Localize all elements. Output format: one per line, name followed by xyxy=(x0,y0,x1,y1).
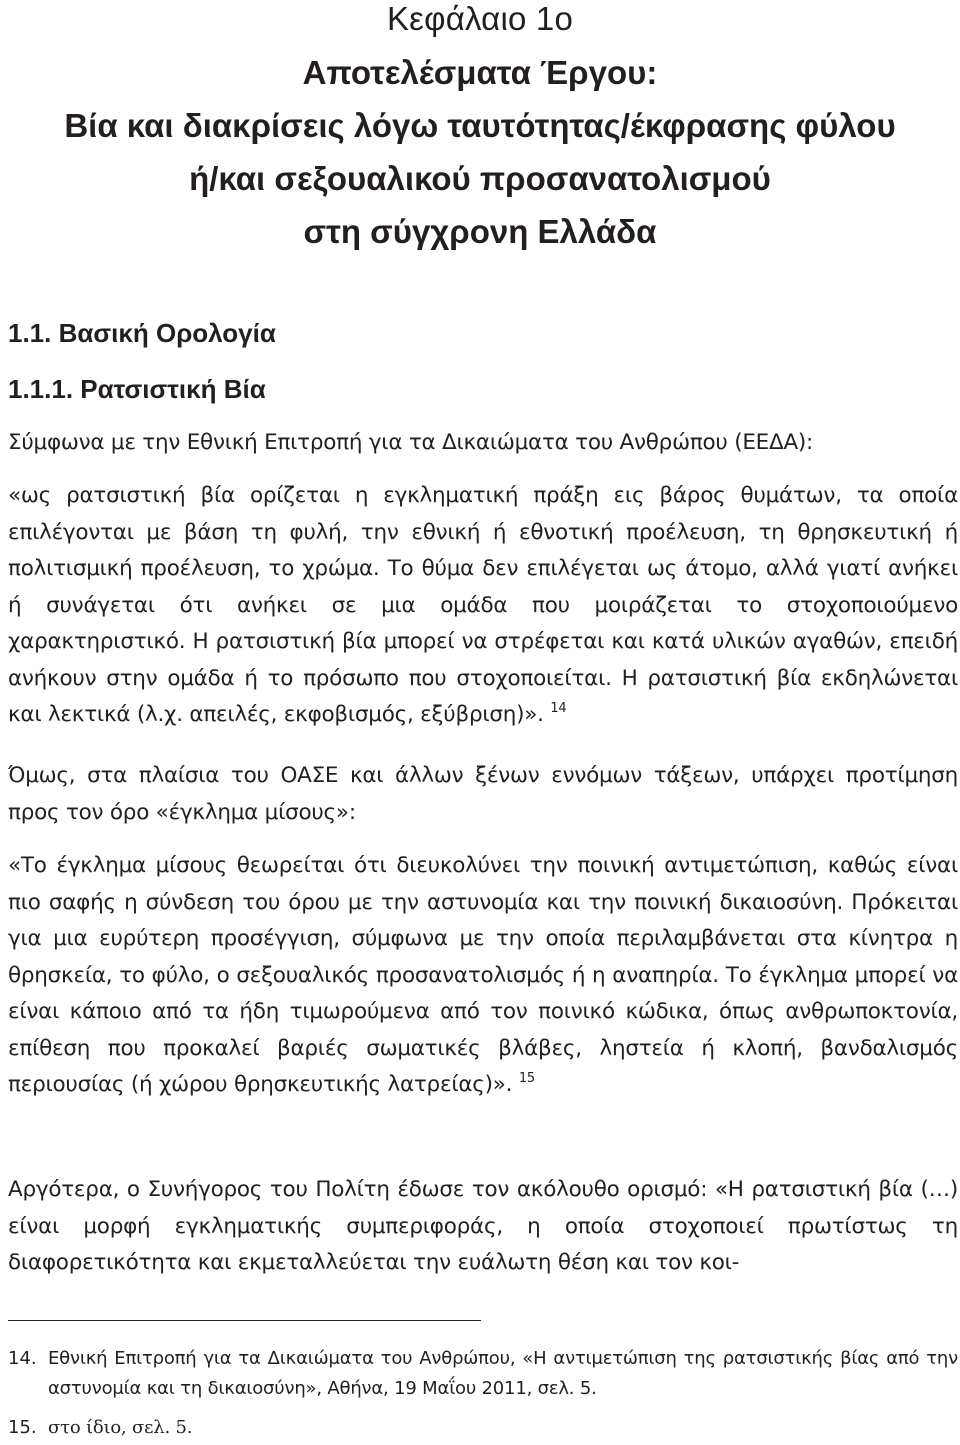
chapter-label: Κεφάλαιο 1ο xyxy=(386,0,574,37)
footnotes xyxy=(8,1344,958,1443)
chapter-heading xyxy=(0,0,960,258)
chapter-title-line: Αποτελέσματα Έργου: xyxy=(302,54,658,91)
chapter-title xyxy=(0,46,960,258)
footnote xyxy=(8,1413,958,1443)
paragraph-text: «Το έγκλημα μίσους θεωρείται ότι διευκολύνει την ποινική αντιμετώπιση, καθώς είναι πιο σαφής η σύνδεση του όρου με την αστυνομία και την ποινική δικαιοσύνη. Πρόκειται για μια ευρύτερη προσέγγιση, σύμφωνα με την οποία περιλαμβάνεται στα κίνητρα η θρησκεία, το φύλο, ο σεξουαλικός προσανατολισμός ή η αναπηρία. Το έγκλημα μπορεί να είναι κάποιο από τα ήδη τιμωρούμενα από τον ποινικό κώδικα, όπως ανθρωποκτονία, επίθεση που προκαλεί βαριές σωματικές βλάβες, ληστεία ή κλοπή, βανδαλισμός περιουσίας (ή χώρου θρησκευτικής λατρείας)». xyxy=(8,853,958,1097)
paragraph: Αργότερα, ο Συνήγορος του Πολίτη έδωσε τον ακόλουθο ορισμό: «Η ρατσιστική βία (…) είναι μορφή εγκληματικής συμπεριφοράς, η οποία στοχοποιεί πρωτίστως τη διαφορετικότητα και εκμεταλλεύεται την ευάλωτη θέση και τον κοι- xyxy=(8,1177,958,1275)
paragraph-text: «ως ρατσιστική βία ορίζεται η εγκληματική πράξη εις βάρος θυμάτων, τα οποία επιλέγονται με βάση τη φυλή, την εθνική ή εθνοτική προέλευση, τη θρησκευτική ή πολιτισμική προέλευση, το χρώμα. Το θύμα δεν επιλέγεται ως άτομο, αλλά γιατί ανήκει ή συνάγεται ότι ανήκει σε μια ομάδα που μοιράζεται το στοχοποιούμενο χαρακτηριστικό. Η ρατσιστική βία μπορεί να στρέφεται και κατά υλικών αγαθών, επειδή ανήκουν στην ομάδα ή το πρόσωπο που στοχοποιείται. Η ρατσιστική βία εκδηλώνεται και λεκτικά (λ.χ. απειλές, εκφοβισμός, εξύβριση)». xyxy=(8,483,958,727)
chapter-title-line: Βία και διακρίσεις λόγω ταυτότητας/έκφρασης φύλου xyxy=(64,107,896,144)
footnote-text: στο ίδιο, σελ. 5. xyxy=(48,1417,193,1438)
footnote-number: 14. xyxy=(8,1348,37,1369)
quoted-paragraph xyxy=(8,848,958,1104)
chapter-title-line: ή/και σεξουαλικού προσανατολισμού xyxy=(189,160,771,197)
subsection-heading: 1.1.1. Ρατσιστική Βία xyxy=(8,374,266,404)
footnote-reference[interactable]: 14 xyxy=(550,701,567,716)
quoted-paragraph xyxy=(8,478,958,734)
footnote xyxy=(8,1344,958,1404)
footnote-number: 15. xyxy=(8,1417,37,1438)
footnote-reference[interactable]: 15 xyxy=(518,1071,535,1086)
chapter-title-line: στη σύγχρονη Ελλάδα xyxy=(303,213,657,250)
footnote-divider xyxy=(8,1320,481,1321)
paragraph: Όμως, στα πλαίσια του ΟΑΣΕ και άλλων ξένων εννόμων τάξεων, υπάρχει προτίμηση προς τον όρο «έγκλημα μίσους»: xyxy=(8,763,958,825)
paragraph: Σύμφωνα με την Εθνική Επιτροπή για τα Δικαιώματα του Ανθρώπου (ΕΕΔΑ): xyxy=(8,430,814,455)
footnote-text: Εθνική Επιτροπή για τα Δικαιώματα του Ανθρώπου, «Η αντιμετώπιση της ρατσιστικής βίας από την αστυνομία και τη δικαιοσύνη», Αθήνα, 19 Μαΐου 2011, σελ. 5. xyxy=(48,1348,958,1399)
section-heading: 1.1. Βασική Ορολογία xyxy=(8,318,276,348)
